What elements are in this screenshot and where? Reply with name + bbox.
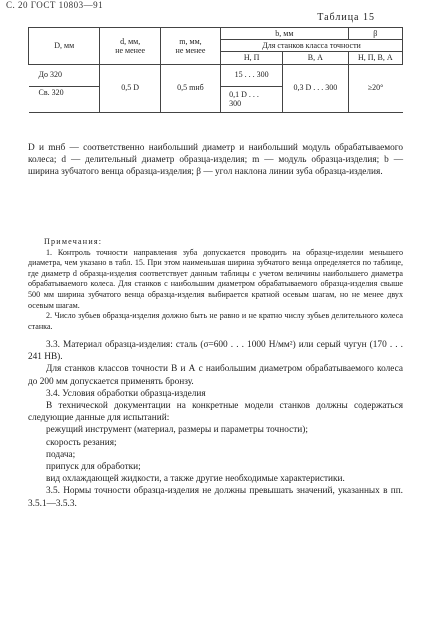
list-coolant: вид охлаждающей жидкости, а также другие необходимые характеристики. xyxy=(46,474,345,485)
class-npva: Н, П, В, А xyxy=(348,52,402,64)
cell-D-row1: До 320 xyxy=(29,64,100,86)
col-header-b: b, мм xyxy=(221,28,348,40)
para-3-5: 3.5. Нормы точности образца-изделия не должны превышать значений, указанных в пп. 3.5.1—3.5.3. xyxy=(28,486,403,509)
note-1: 1. Контроль точности направления зуба допускается проводить на образце-изделии меньшего диаметра, чем указано в табл. 15. При этом наименьшая ширина зубчатого венца определяется по таблице, где диаметр d образца-изделия соответствует данным таблицы с учетом величины наибольшего диаметра обрабатываемого колеса. Для станков с наибольшим диаметром обрабатываемого образца-изделия свыше 500 мм ширина зубчатого венца образца-изделия выбирается кратной осевым шагам, но не менее двух осевым шагам. xyxy=(28,247,403,310)
cell-beta: ≥20° xyxy=(348,64,402,112)
col-header-d: d, мм, не менее xyxy=(100,28,160,65)
cell-b2: 0,3 D . . . 300 xyxy=(283,64,348,112)
para-bronze: Для станков классов точности В и А с наибольшим диаметром обрабатываемого колеса до 200 мм допускается применять бронзу. xyxy=(28,364,403,387)
list-tool: режущий инструмент (материал, размеры и параметры точности); xyxy=(46,425,308,436)
note-2: 2. Число зубьев образца-изделия должно быть не равно и не кратно числу зубьев делительного колеса станка. xyxy=(28,311,403,331)
cell-b1-row1: 15 . . . 300 xyxy=(221,64,283,86)
notes-title: Примечания: xyxy=(44,237,103,246)
list-feed: подача; xyxy=(46,449,76,460)
cell-b1-row2: 0,1 D . . . 300 xyxy=(221,86,283,112)
col-header-D: D, мм xyxy=(29,28,100,65)
table-caption: Таблица 15 xyxy=(317,12,375,23)
list-allowance: припуск для обработки; xyxy=(46,462,141,473)
body-text xyxy=(28,339,403,510)
para-tech-doc: В технической документации на конкретные модели станков должны содержаться следующие данные для испытаний: xyxy=(28,401,403,424)
cell-d: 0,5 D xyxy=(100,64,160,112)
definition-text: D и mнб — соответственно наибольший диаметр и наибольший модуль обрабатываемого колеса; d — делительный диаметр образца-изделия; m — модуль образца-изделия; b — ширина зубчатого венца образца-изделия; β — угол наклона линии зуба образца-изделия. xyxy=(28,143,403,178)
col-header-beta: β xyxy=(348,28,402,40)
notes-block xyxy=(28,237,403,332)
class-va: В, А xyxy=(283,52,348,64)
list-speed: скорость резания; xyxy=(46,437,117,448)
para-3-4: 3.4. Условия обработки образца-изделия xyxy=(46,388,206,399)
table-15 xyxy=(28,27,403,113)
page-header: С. 20 ГОСТ 10803—91 xyxy=(6,0,104,10)
class-np: Н, П xyxy=(221,52,283,64)
col-header-m: m, мм, не менее xyxy=(160,28,220,65)
cell-D-row2: Св. 320 xyxy=(29,86,100,112)
subheader-class: Для станков класса точности xyxy=(221,40,403,52)
para-3-3: 3.3. Материал образца-изделия: сталь (σ=600 . . . 1000 Н/мм²) или серый чугун (170 . . . 241 НВ). xyxy=(28,340,403,363)
cell-m: 0,5 mнб xyxy=(160,64,220,112)
